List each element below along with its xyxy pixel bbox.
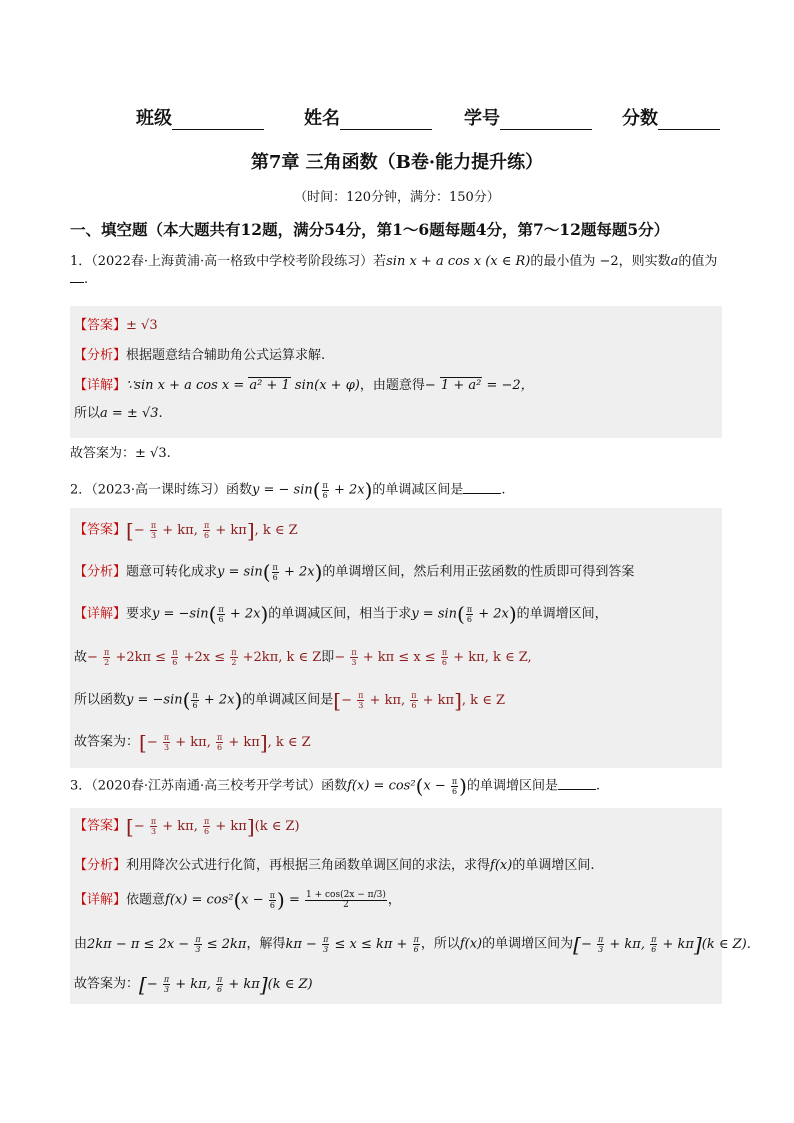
question-1-stem: 1．（2022春·上海黄浦·高一格致中学校考阶段练习）若sin x + a cos x (x ∈ R)的最小值为 −2，则实数a的值为 [70, 254, 718, 269]
q2-conclusion-line: 所以函数y = −sin( $\frac{\pi}{6}$ + 2x)的单调减区间是[− $\frac{\pi}{3}$ + kπ, $\frac{\pi}{6}$ + kπ], k ∈ Z [74, 688, 505, 712]
q3-answer-line: 【答案】[− $\frac{\pi}{3}$ + kπ, $\frac{\pi}{6}$ + kπ](k ∈ Z) [74, 814, 300, 838]
q2-final-line: 故答案为：[− $\frac{\pi}{3}$ + kπ, $\frac{\pi}{6}$ + kπ], k ∈ Z [74, 730, 311, 754]
analysis-tag: 【分析】 [74, 348, 127, 363]
q1-formula: sin x + a cos x (x ∈ R) [386, 254, 531, 269]
class-field [136, 104, 264, 130]
answer-box-1 [70, 306, 722, 438]
q1-answer-value: ± √3 [126, 318, 158, 333]
score-label: 分数 [622, 108, 658, 129]
score-field [622, 104, 720, 130]
student-id-field [464, 104, 592, 130]
class-label: 班级 [136, 108, 172, 129]
time-info: （时间：120分钟，满分：150分） [294, 190, 500, 205]
q1-analysis-line [74, 344, 325, 363]
q1-stem-end: 的值为 [678, 254, 718, 269]
q1-final-line: 故答案为：± √3. [70, 446, 171, 461]
q1-conclusion-line: 所以a = ± √3. [74, 406, 163, 421]
q3-solution-line: 由2kπ − π ≤ 2x − $\frac{\pi}{3}$ ≤ 2kπ，解得kπ − $\frac{\pi}{3}$ ≤ x ≤ kπ + $\frac{\pi}{6}$ ，所以f(x)的单调增区间为[− $\frac{\pi}{3}$ + kπ, $\frac{\pi}{6}$ + kπ](k ∈ Z). [74, 932, 751, 956]
q3-analysis-line: 【分析】利用降次公式进行化简，再根据三角函数单调区间的求法，求得f(x)的单调增区间. [74, 858, 595, 873]
answer-box-2 [70, 508, 722, 768]
student-id-blank [500, 109, 592, 130]
q2-answer-line: 【答案】[− $\frac{\pi}{3}$ + kπ, $\frac{\pi}{6}$ + kπ], k ∈ Z [74, 518, 298, 542]
student-id-label: 学号 [464, 108, 500, 129]
q1-stem-mid: 的最小值为 −2，则实数 [530, 254, 671, 269]
question-2-stem: 2．（2023·高一课时练习）函数y = − sin( $\frac{\pi}{6}$ + 2x)的单调减区间是 . [70, 478, 506, 502]
class-blank [172, 109, 264, 130]
name-label: 姓名 [304, 108, 340, 129]
section-heading: 一、填空题（本大题共有12题，满分54分，第1～6题每题4分，第7～12题每题5分） [70, 220, 670, 239]
question-1-blank: . [70, 272, 88, 287]
q2-analysis-line: 【分析】题意可转化成求y = sin( $\frac{\pi}{6}$ + 2x)的单调增区间，然后利用正弦函数的性质即可得到答案 [74, 560, 635, 584]
q1-analysis-text: 根据题意结合辅助角公式运算求解. [126, 348, 326, 363]
q2-inequality-line: 故− $\frac{\pi}{2}$ +2kπ ≤ $\frac{\pi}{6}$ +2x ≤ $\frac{\pi}{2}$ +2kπ, k ∈ Z即− $\frac{\pi}{3}$ + kπ ≤ x ≤ $\frac{\pi}{6}$ + kπ, k ∈ Z, [74, 648, 532, 667]
q1-stem-prefix: 1．（2022春·上海黄浦·高一格致中学校考阶段练习）若 [70, 254, 387, 269]
q2-detail-line: 【详解】要求y = −sin( $\frac{\pi}{6}$ + 2x)的单调减区间，相当于求y = sin( $\frac{\pi}{6}$ + 2x)的单调增区间， [74, 602, 608, 626]
name-field [304, 104, 432, 130]
question-3-stem: 3．（2020春·江苏南通·高三校考开学考试）函数f(x) = cos²(x − $\frac{\pi}{6}$ )的单调增区间是 . [70, 774, 601, 798]
q1-detail-line: 【详解】∵sin x + a cos x = a² + 1 sin(x + φ)，由题意得− 1 + a² = −2， [74, 378, 534, 393]
q3-final-line: 故答案为：[− $\frac{\pi}{3}$ + kπ, $\frac{\pi}{6}$ + kπ](k ∈ Z) [74, 972, 313, 996]
detail-tag: 【详解】 [74, 378, 127, 393]
q3-detail-line: 【详解】依题意f(x) = cos²(x − $\frac{\pi}{6}$ ) = $\frac{1 + \cos(2x - \pi/3)}{2}$ ， [74, 888, 401, 912]
score-blank [658, 109, 720, 130]
name-blank [340, 109, 432, 130]
q1-answer-line [74, 314, 158, 333]
page-title: 第7章 三角函数（B卷·能力提升练） [250, 152, 544, 173]
answer-tag: 【答案】 [74, 318, 127, 333]
answer-box-3 [70, 808, 751, 1004]
